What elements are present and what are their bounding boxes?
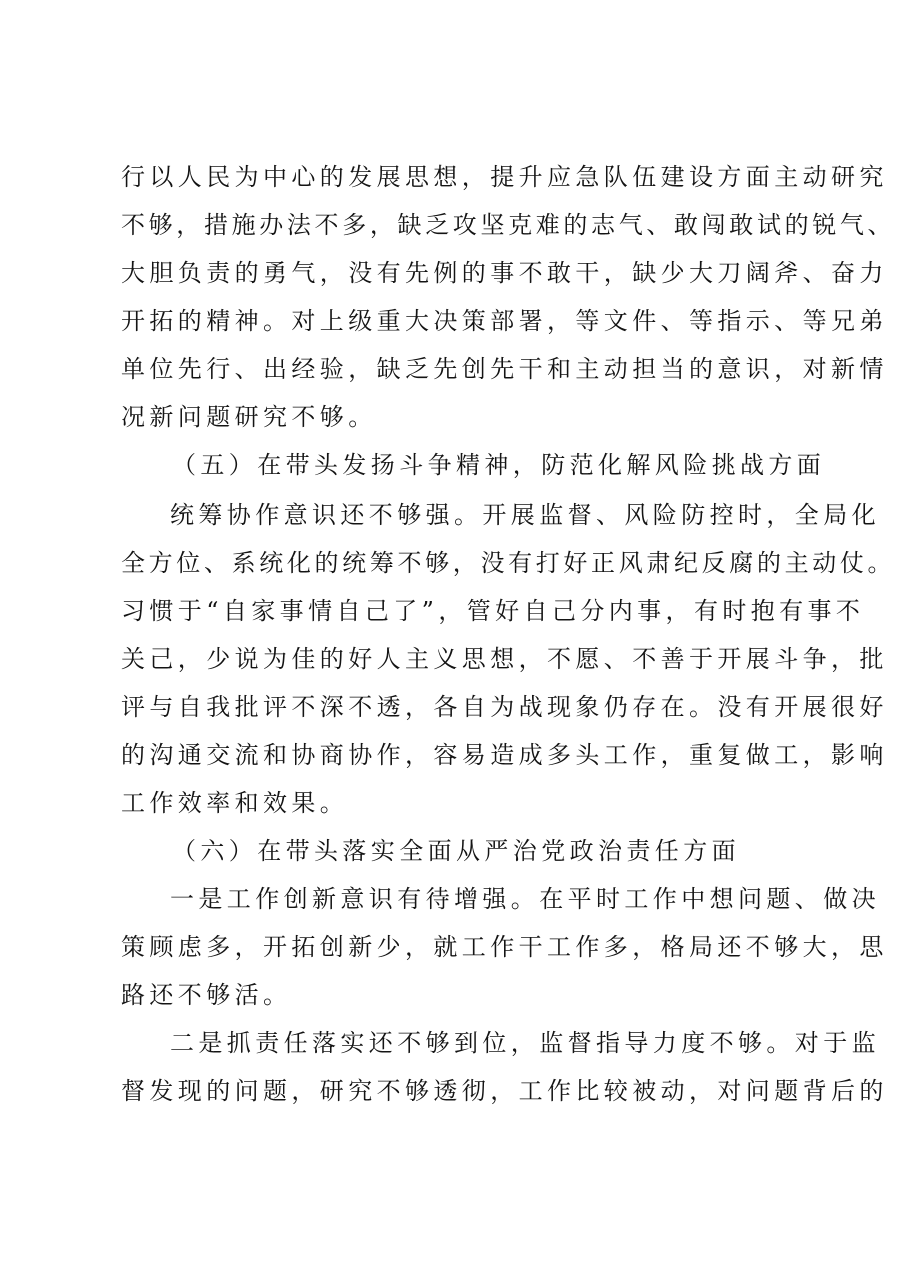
paragraph-line-15: 策顾虑多，开拓创新少，就工作干工作多，格局还不够大，思 <box>121 933 888 961</box>
paragraph-line-3: 大胆负责的勇气，没有先例的事不敢干，缺少大刀阔斧、奋力 <box>121 259 888 287</box>
paragraph-line-2: 不够，措施办法不多，缺乏攻坚克难的志气、敢闯敢试的锐气、 <box>121 211 896 239</box>
paragraph-line-6: 况新问题研究不够。 <box>121 403 377 431</box>
paragraph-line-5: 单位先行、出经验，缺乏先创先干和主动担当的意识，对新情 <box>121 355 888 383</box>
paragraph-line-12: 的沟通交流和协商协作，容易造成多头工作，重复做工，影响 <box>121 741 888 769</box>
paragraph-line-10: 关己，少说为佳的好人主义思想，不愿、不善于开展斗争，批 <box>121 645 888 673</box>
paragraph-line-7: 统筹协作意识还不够强。开展监督、风险防控时，全局化 <box>170 501 880 529</box>
paragraph-line-14: 一是工作创新意识有待增强。在平时工作中想问题、做决 <box>170 885 880 913</box>
paragraph-line-1: 行以人民为中心的发展思想，提升应急队伍建设方面主动研究 <box>121 163 888 191</box>
paragraph-line-8: 全方位、系统化的统筹不够，没有打好正风肃纪反腐的主动仗。 <box>121 549 896 577</box>
paragraph-line-18: 督发现的问题，研究不够透彻，工作比较被动，对问题背后的 <box>121 1077 888 1105</box>
paragraph-line-4: 开拓的精神。对上级重大决策部署，等文件、等指示、等兄弟 <box>121 307 888 335</box>
section-heading-6: （六）在带头落实全面从严治党政治责任方面 <box>172 837 740 865</box>
paragraph-line-17: 二是抓责任落实还不够到位，监督指导力度不够。对于监 <box>170 1029 880 1057</box>
paragraph-line-9: 习惯于“自家事情自己了”，管好自己分内事，有时抱有事不 <box>121 597 865 625</box>
paragraph-line-13: 工作效率和效果。 <box>121 789 349 817</box>
paragraph-line-16: 路还不够活。 <box>121 981 292 1009</box>
paragraph-line-11: 评与自我批评不深不透，各自为战现象仍存在。没有开展很好 <box>121 693 888 721</box>
section-heading-5: （五）在带头发扬斗争精神，防范化解风险挑战方面 <box>172 451 826 479</box>
